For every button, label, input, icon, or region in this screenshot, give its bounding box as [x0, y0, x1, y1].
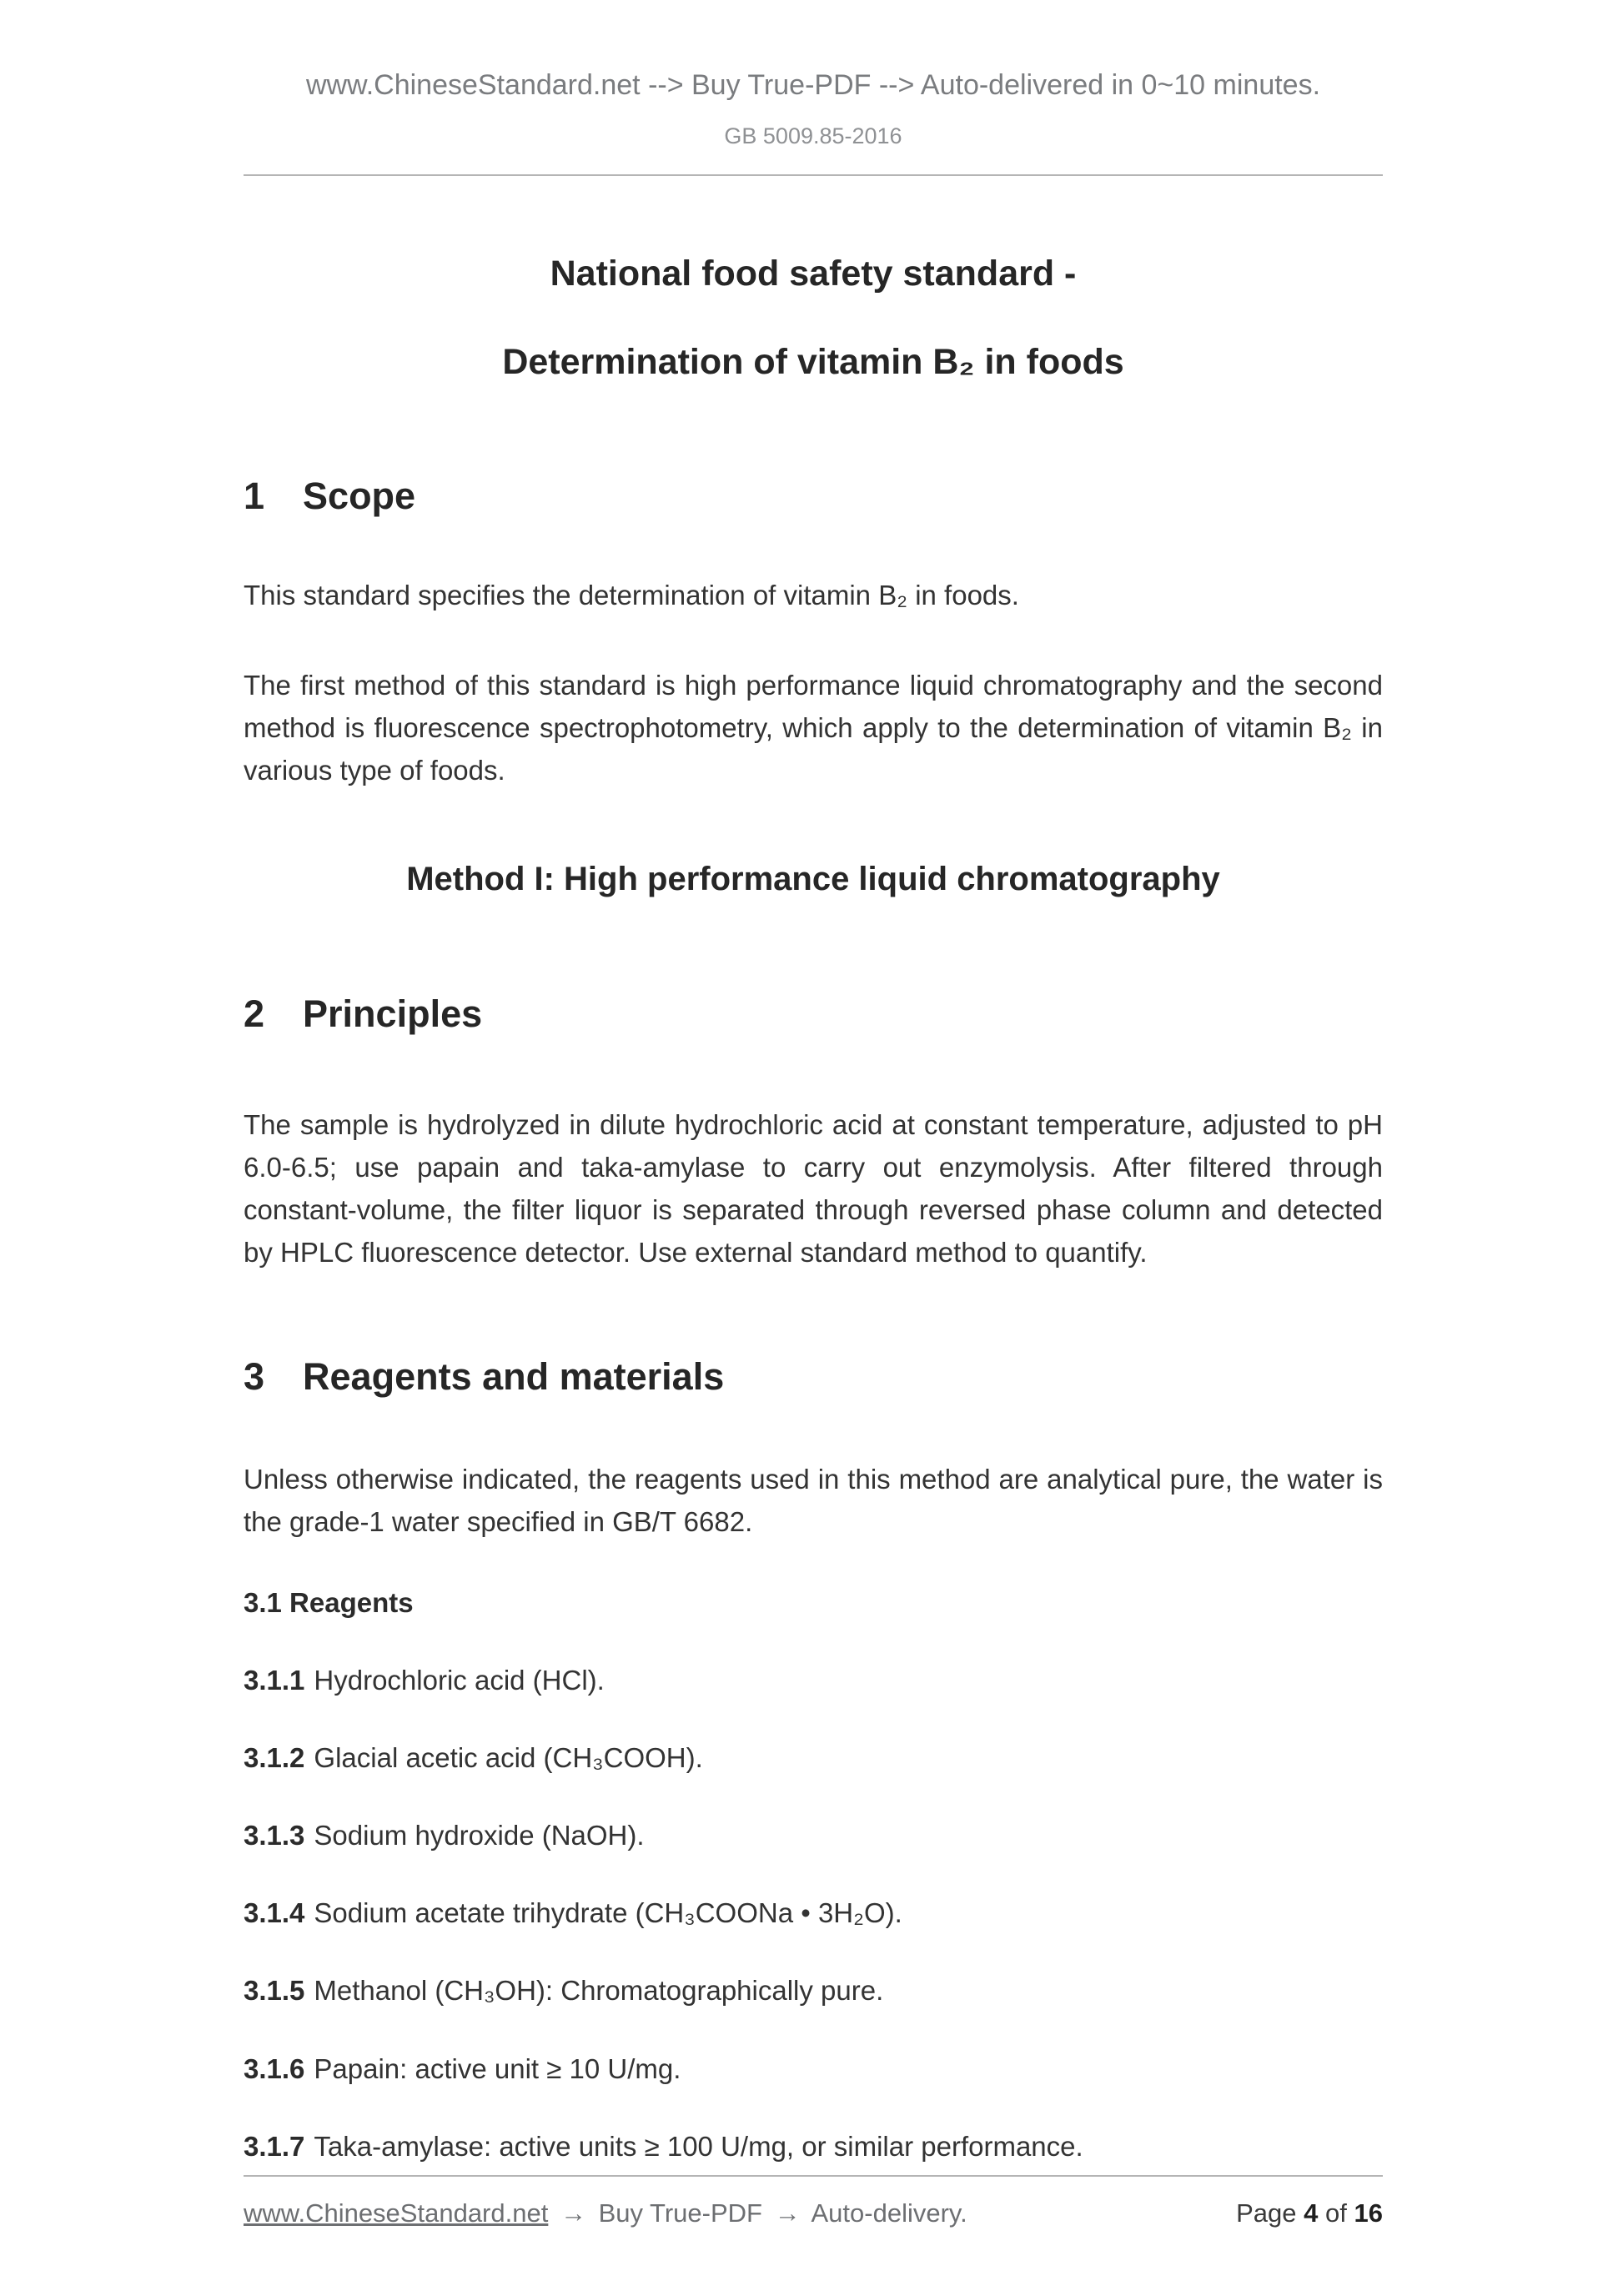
- section-number: 2: [244, 992, 265, 1035]
- section-title: Reagents and materials: [303, 1354, 725, 1398]
- reagent-item-text: Methanol (CH₃OH): Chromatographically pure.: [314, 1975, 884, 2007]
- reagent-item: [244, 1659, 1383, 1701]
- footer-buy-text: Buy True-PDF: [598, 2198, 762, 2228]
- reagent-item: [244, 1736, 1383, 1779]
- reagent-item-number: 3.1.1: [244, 1664, 305, 1696]
- page-header: [244, 0, 1383, 176]
- footer-divider: [244, 2175, 1383, 2177]
- scope-paragraph-2: The first method of this standard is high performance liquid chromatography and the second method is fluorescence spectrophotometry, which apply to the determination of vitamin B₂ in various type of foods.: [244, 669, 1383, 786]
- reagent-item-text: Papain: active unit ≥ 10 U/mg.: [314, 2052, 681, 2084]
- right-arrow-icon: →: [560, 2198, 586, 2228]
- header-source-line: www.ChineseStandard.net --> Buy True-PDF --> Auto-delivered in 0~10 minutes.: [305, 69, 1321, 101]
- document-number: GB 5009.85-2016: [724, 123, 902, 148]
- principles-paragraph: The sample is hydrolyzed in dilute hydrochloric acid at constant temperature, adjusted to pH 6.0-6.5; use papain and taka-amylase to carry out enzymolysis. After filtered through constant-volume, the filter liquor is separated through reversed phase column and detected by HPLC fluorescence detector. Use external standard method to quantify.: [244, 1108, 1383, 1269]
- reagent-item-text: Glacial acetic acid (CH₃COOH).: [314, 1742, 703, 1774]
- document-title-line1: National food safety standard -: [550, 254, 1077, 294]
- page-content: [244, 0, 1383, 2168]
- page-number: 4: [1304, 2198, 1319, 2228]
- reagent-item-number: 3.1.5: [244, 1975, 305, 2007]
- method-heading: Method I: High performance liquid chromatography: [406, 860, 1220, 897]
- reagent-item-text: Sodium hydroxide (NaOH).: [314, 1820, 645, 1851]
- document-title-line2: Determination of vitamin B₂ in foods: [502, 341, 1124, 382]
- reagent-item: [244, 1814, 1383, 1856]
- section-heading-principles: [244, 992, 1383, 1037]
- page-indicator: [1236, 2198, 1383, 2228]
- of-word: of: [1325, 2198, 1347, 2228]
- reagent-item-text: Sodium acetate trihydrate (CH₃COONa • 3H₂O).: [314, 1897, 902, 1929]
- reagents-paragraph: Unless otherwise indicated, the reagents used in this method are analytical pure, the water is the grade-1 water specified in GB/T 6682.: [244, 1463, 1383, 1537]
- footer-site-link[interactable]: www.ChineseStandard.net: [244, 2198, 549, 2228]
- reagent-item-number: 3.1.4: [244, 1897, 305, 1929]
- reagent-item-number: 3.1.6: [244, 2052, 305, 2084]
- section-number: 1: [244, 475, 265, 518]
- reagent-item-number: 3.1.3: [244, 1820, 305, 1851]
- section-number: 3: [244, 1354, 265, 1398]
- section-title: Scope: [303, 475, 416, 518]
- reagent-item-number: 3.1.7: [244, 2130, 305, 2162]
- footer-delivery-text: Auto-delivery.: [811, 2198, 967, 2228]
- reagent-item: [244, 2125, 1383, 2168]
- header-divider: [244, 174, 1383, 176]
- reagent-item-text: Taka-amylase: active units ≥ 100 U/mg, or similar performance.: [314, 2130, 1083, 2162]
- footer-source-line: [244, 2198, 967, 2228]
- section-heading-scope: [244, 474, 1383, 519]
- section-heading-reagents: [244, 1354, 1383, 1399]
- subsection-heading-reagents: 3.1 Reagents: [244, 1586, 414, 1618]
- reagent-item-text: Hydrochloric acid (HCl).: [314, 1664, 605, 1696]
- scope-paragraph-1: This standard specifies the determination of vitamin B₂ in foods.: [244, 580, 1019, 611]
- page-footer: [244, 2175, 1383, 2228]
- reagent-item: [244, 1969, 1383, 2012]
- reagent-item: [244, 2047, 1383, 2090]
- right-arrow-icon: →: [774, 2198, 801, 2228]
- reagent-item: [244, 1892, 1383, 1934]
- page-total: 16: [1354, 2198, 1383, 2228]
- page-word: Page: [1236, 2198, 1297, 2228]
- section-title: Principles: [303, 992, 483, 1035]
- reagent-item-number: 3.1.2: [244, 1742, 305, 1774]
